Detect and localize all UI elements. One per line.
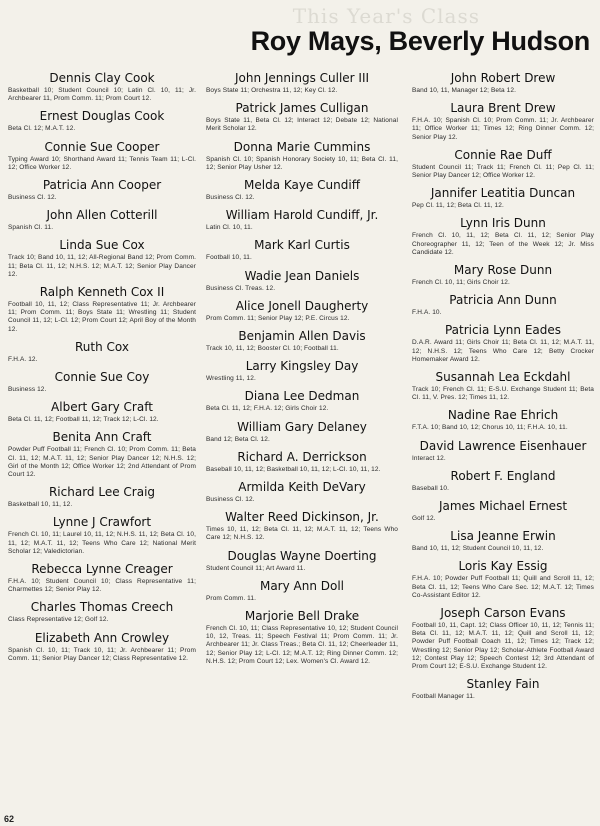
- student-activities: Prom Comm. 11.: [206, 594, 257, 602]
- student-activities: Times 10, 11, 12; Beta Cl. 11, 12; M.A.T. 11, 12; Teens Who Care 12; N.H.S. 12.: [206, 526, 398, 542]
- student-name: Douglas Wayne Doerting: [227, 548, 377, 563]
- student-name: Patricia Ann Cooper: [42, 178, 162, 193]
- student-activities: F.H.A. 10; Student Council 10; Class Representative 11; Charmettes 12; Senior Play 12.: [8, 578, 196, 594]
- column-2: [206, 70, 398, 671]
- student-name: Susannah Lea Eckdahl: [435, 370, 571, 385]
- student-name: Benjamin Allen Davis: [238, 329, 366, 344]
- student-entry: [412, 292, 594, 317]
- student-activities: Track 10, 11, 12; Booster Cl. 10; Football 11.: [206, 345, 339, 353]
- student-activities: Beta Cl. 12; M.A.T. 12.: [8, 125, 76, 133]
- student-activities: Wrestling 11, 12.: [206, 375, 256, 383]
- student-activities: Spanish Cl. 11.: [8, 224, 54, 232]
- column-3: [412, 70, 594, 707]
- student-name: Linda Sue Cox: [59, 238, 145, 253]
- student-entry: [412, 528, 594, 553]
- student-entry: [412, 100, 594, 142]
- student-entry: [206, 298, 398, 323]
- student-activities: Band 10, 11, 12; Student Council 10, 11, 12.: [412, 545, 544, 553]
- student-activities: Interact 12.: [412, 454, 446, 462]
- student-entry: [412, 498, 594, 523]
- student-activities: F.H.A. 12.: [8, 355, 38, 363]
- student-activities: Golf 12.: [412, 515, 436, 523]
- student-entry: [8, 207, 196, 232]
- student-entry: [412, 407, 594, 432]
- student-entry: [412, 438, 594, 463]
- student-entry: [8, 630, 196, 663]
- student-activities: French Cl. 10, 11, 12; Beta Cl. 11, 12; Senior Play Choreographer 11, 12; Teen of the Week 12; Jr. Miss Candidate 12.: [412, 232, 594, 256]
- student-name: Benita Ann Craft: [52, 430, 152, 445]
- student-name: Charles Thomas Creech: [30, 600, 174, 615]
- student-entry: [8, 177, 196, 202]
- student-name: Richard A. Derrickson: [237, 449, 367, 464]
- student-name: Lynn Iris Dunn: [460, 216, 546, 231]
- column-1: [8, 70, 196, 668]
- student-entry: [412, 70, 594, 95]
- student-entry: [412, 369, 594, 402]
- student-activities: D.A.R. Award 11; Girls Choir 11; Beta Cl. 11, 12; M.A.T. 11, 12; N.H.S. 12; Teens Who Care 12; Betty Crocker Homemaker Award 12.: [412, 339, 594, 363]
- student-entry: [8, 429, 196, 479]
- student-activities: F.H.A. 10.: [412, 309, 442, 317]
- student-entry: [206, 548, 398, 573]
- student-activities: French Cl. 10, 11; Girls Choir 12.: [412, 279, 510, 287]
- student-activities: Band 10, 11, Manager 12; Beta 12.: [412, 87, 517, 94]
- student-activities: Football 10, 11.: [206, 254, 252, 262]
- student-name: Connie Sue Cooper: [44, 139, 160, 154]
- student-entry: [412, 558, 594, 600]
- student-name: Robert F. England: [450, 468, 556, 483]
- student-activities: Basketball 10, 11, 12.: [8, 501, 73, 509]
- student-activities: Beta Cl. 11, 12; Football 11, 12; Track 12; L-Cl. 12.: [8, 416, 159, 424]
- student-entry: [8, 284, 196, 334]
- student-entry: [206, 509, 398, 542]
- student-entry: [8, 561, 196, 594]
- bleed-through-text: This Year's Class: [292, 4, 480, 28]
- student-activities: Pep Cl. 11, 12; Beta Cl. 11, 12.: [412, 202, 504, 210]
- student-activities: F.T.A. 10; Band 10, 12; Chorus 10, 11; F.H.A. 10, 11.: [412, 424, 568, 432]
- student-name: Richard Lee Craig: [48, 485, 156, 500]
- student-name: Lynne J Crawfort: [52, 515, 152, 530]
- student-name: Lisa Jeanne Erwin: [450, 529, 556, 544]
- student-entry: [412, 676, 594, 701]
- student-entry: [8, 108, 196, 133]
- student-name: Diana Lee Dedman: [244, 389, 360, 404]
- student-activities: Band 12; Beta Cl. 12.: [206, 435, 270, 443]
- student-entry: [412, 185, 594, 210]
- student-activities: Business Cl. 12.: [206, 496, 255, 504]
- student-activities: French Cl. 10, 11; Laurel 10, 11, 12; N.H.S. 11, 12; Beta Cl. 10, 11, 12; M.A.T. 11, 12; Teens Who Care 12; National Merit Scholar 12; Valedictorian.: [8, 531, 196, 555]
- student-activities: Boys State 11, Beta Cl. 12; Interact 12; Debate 12; National Merit Scholar 12.: [206, 117, 398, 133]
- student-activities: Football 10, 11, Capt. 12; Class Officer 10, 11, 12; Tennis 11; Beta Cl. 11, 12; M.A.T. 11, 12; Quill and Scroll 11, 12; Powder Puff Football Coach 11, 12; Times 12; Track 12; Wrestling 12; Senior Play 12; Scholar-Athlete Football Award 12; Contest Play 12; Speech Contest 12; 3rd Attendant of Prom Court 12; E-S.U. Exchange Student 12.: [412, 622, 594, 671]
- student-entry: [412, 468, 594, 493]
- student-entry: [206, 449, 398, 474]
- student-activities: Typing Award 10; Shorthand Award 11; Tennis Team 11; L-Cl. 12; Office Worker 12.: [8, 155, 196, 171]
- student-activities: Class Representative 12; Golf 12.: [8, 616, 109, 624]
- student-entry: [412, 605, 594, 671]
- student-entry: [8, 339, 196, 364]
- student-entry: [412, 322, 594, 364]
- student-name: William Harold Cundiff, Jr.: [225, 208, 379, 223]
- student-name: Larry Kingsley Day: [245, 359, 359, 374]
- student-name: Connie Rae Duff: [454, 147, 552, 162]
- student-name: Jannifer Leatitia Duncan: [430, 186, 576, 201]
- student-name: Nadine Rae Ehrich: [447, 408, 559, 423]
- page-title: Roy Mays, Beverly Hudson: [250, 26, 590, 56]
- student-activities: F.H.A. 10; Spanish Cl. 10; Prom Comm. 11; Jr. Archbearer 11; Office Worker 11; Times 12; Ring Dinner Comm. 12; Senior Play 12.: [412, 117, 594, 141]
- student-name: Wadie Jean Daniels: [244, 268, 360, 283]
- student-name: Patricia Lynn Eades: [444, 323, 562, 338]
- student-activities: Spanish Cl. 10, 11; Track 10, 11; Jr. Archbearer 11; Prom Comm. 11; Senior Play Dancer 12; Class Representative 12.: [8, 646, 196, 662]
- student-name: Patricia Ann Dunn: [449, 293, 557, 308]
- student-activities: Prom Comm. 11; Senior Play 12; P.E. Circus 12.: [206, 314, 350, 322]
- student-activities: Boys State 11; Orchestra 11, 12; Key Cl. 12.: [206, 87, 338, 94]
- student-name: Laura Brent Drew: [450, 101, 556, 116]
- student-activities: Baseball 10.: [412, 484, 449, 492]
- student-activities: Football 10, 11, 12; Class Representative 11; Jr. Archbearer 11; Prom Comm. 11; Boys State 11; Wrestling 11; Student Council 11, 12; L-Cl. 12; Prom Court 12; April Boy of the Month 12.: [8, 301, 196, 333]
- student-activities: Track 10; Band 10, 11, 12; All-Regional Band 12; Prom Comm. 11; Beta Cl. 11, 12; N.H.S. 12; M.A.T. 12; Senior Play Dancer 12.: [8, 254, 196, 278]
- student-name: Loris Kay Essig: [458, 559, 548, 574]
- student-activities: Business Cl. Treas. 12.: [206, 284, 276, 292]
- student-entry: [206, 139, 398, 172]
- student-name: David Lawrence Eisenhauer: [419, 438, 587, 453]
- student-activities: Student Council 11; Art Award 11.: [206, 564, 306, 572]
- student-name: Walter Reed Dickinson, Jr.: [225, 510, 379, 525]
- student-activities: Latin Cl. 10, 11.: [206, 224, 253, 232]
- student-entry: [206, 70, 398, 95]
- student-name: John Jennings Culler III: [234, 71, 370, 85]
- student-name: Ralph Kenneth Cox II: [39, 285, 165, 300]
- student-entry: [206, 578, 398, 603]
- student-activities: Business 12.: [8, 386, 47, 394]
- student-activities: Business Cl. 12.: [8, 194, 57, 202]
- student-entry: [8, 399, 196, 424]
- student-name: Mary Ann Doll: [259, 578, 345, 593]
- student-entry: [206, 268, 398, 293]
- student-activities: Baseball 10, 11, 12; Basketball 10, 11, 12; L-Cl. 10, 11, 12.: [206, 465, 381, 473]
- student-activities: Powder Puff Football 11; French Cl. 10; Prom Comm. 11; Beta Cl. 11, 12; M.A.T. 11, 12; Senior Play Dancer 12; N.H.S. 12; Girl of the Month 12; Office Worker 12; 2nd Attendant of Prom Court 12.: [8, 446, 196, 479]
- student-activities: French Cl. 10, 11; Class Representative 10, 12; Student Council 10, 12, Treas. 11; Speech Festival 11; Prom Comm. 11; Jr. Archbearer 11; Jr. Class Treas.; Beta Cl. 11, 12; Cheerleader 11, 12; Senior Play 12; L-Cl. 12; M.A.T. 12; Ring Dinner Comm. 12; N.H.S. 12; Prom Court 12; Lex. Women's Cl. Award 12.: [206, 625, 398, 665]
- student-name: James Michael Ernest: [438, 499, 568, 514]
- student-entry: [8, 484, 196, 509]
- student-name: Marjorie Bell Drake: [244, 609, 360, 624]
- student-entry: [8, 369, 196, 394]
- student-name: Mark Karl Curtis: [254, 238, 350, 253]
- student-entry: [8, 139, 196, 172]
- student-entry: [412, 147, 594, 180]
- student-activities: Spanish Cl. 10; Spanish Honorary Society 10, 11; Beta Cl. 11, 12; Senior Play Usher 12.: [206, 155, 398, 171]
- student-activities: F.H.A. 10; Powder Puff Football 11; Quill and Scroll 11, 12; Beta Cl. 11, 12; Teens Who Care Sec. 12; M.A.T. 12; Times Co-Assistant Editor 12.: [412, 575, 594, 599]
- student-name: Joseph Carson Evans: [440, 606, 566, 621]
- student-name: Donna Marie Cummins: [233, 139, 371, 154]
- student-entry: [8, 237, 196, 279]
- student-activities: Track 10; French Cl. 11; E-S.U. Exchange Student 11; Beta Cl. 11, V. Pres. 12; Times 11, 12.: [412, 386, 594, 402]
- student-name: William Gary Delaney: [237, 419, 367, 434]
- student-name: Stanley Fain: [466, 677, 540, 692]
- student-activities: Business Cl. 12.: [206, 194, 255, 202]
- student-name: Albert Gary Craft: [51, 400, 153, 415]
- student-name: Patrick James Culligan: [235, 101, 369, 116]
- student-name: Ernest Douglas Cook: [39, 109, 165, 124]
- student-activities: Football Manager 11.: [412, 693, 475, 701]
- student-activities: Basketball 10; Student Council 10; Latin Cl. 10, 11; Jr. Archbearer 11, Prom Comm. 11; Prom Court 12.: [8, 87, 196, 103]
- student-activities: Beta Cl. 11, 12; F.H.A. 12; Girls Choir 12.: [206, 405, 329, 413]
- student-entry: [8, 70, 196, 103]
- student-name: Armilda Keith DeVary: [238, 480, 366, 495]
- student-entry: [412, 262, 594, 287]
- student-activities: Student Council 11; Track 11; French Cl. 11; Pep Cl. 11; Senior Play Dancer 12; Office Worker 12.: [412, 163, 594, 180]
- student-entry: [8, 514, 196, 556]
- student-entry: [206, 608, 398, 666]
- student-entry: [8, 599, 196, 624]
- student-name: Alice Jonell Daugherty: [235, 298, 369, 313]
- student-entry: [206, 419, 398, 444]
- student-name: Connie Sue Coy: [54, 370, 150, 385]
- student-entry: [412, 215, 594, 257]
- page-number: 62: [4, 814, 15, 824]
- student-entry: [206, 100, 398, 133]
- student-name: Elizabeth Ann Crowley: [34, 630, 170, 645]
- student-name: Mary Rose Dunn: [453, 263, 553, 278]
- student-name: John Robert Drew: [450, 71, 556, 85]
- student-entry: [206, 177, 398, 202]
- student-entry: [206, 237, 398, 262]
- student-name: Ruth Cox: [75, 339, 129, 354]
- student-entry: [206, 479, 398, 504]
- student-name: Dennis Clay Cook: [49, 71, 155, 85]
- student-entry: [206, 328, 398, 353]
- student-entry: [206, 388, 398, 413]
- student-name: Melda Kaye Cundiff: [244, 178, 360, 193]
- student-name: John Allen Cotterill: [46, 208, 158, 223]
- student-entry: [206, 358, 398, 383]
- student-entry: [206, 207, 398, 232]
- student-name: Rebecca Lynne Creager: [31, 562, 173, 577]
